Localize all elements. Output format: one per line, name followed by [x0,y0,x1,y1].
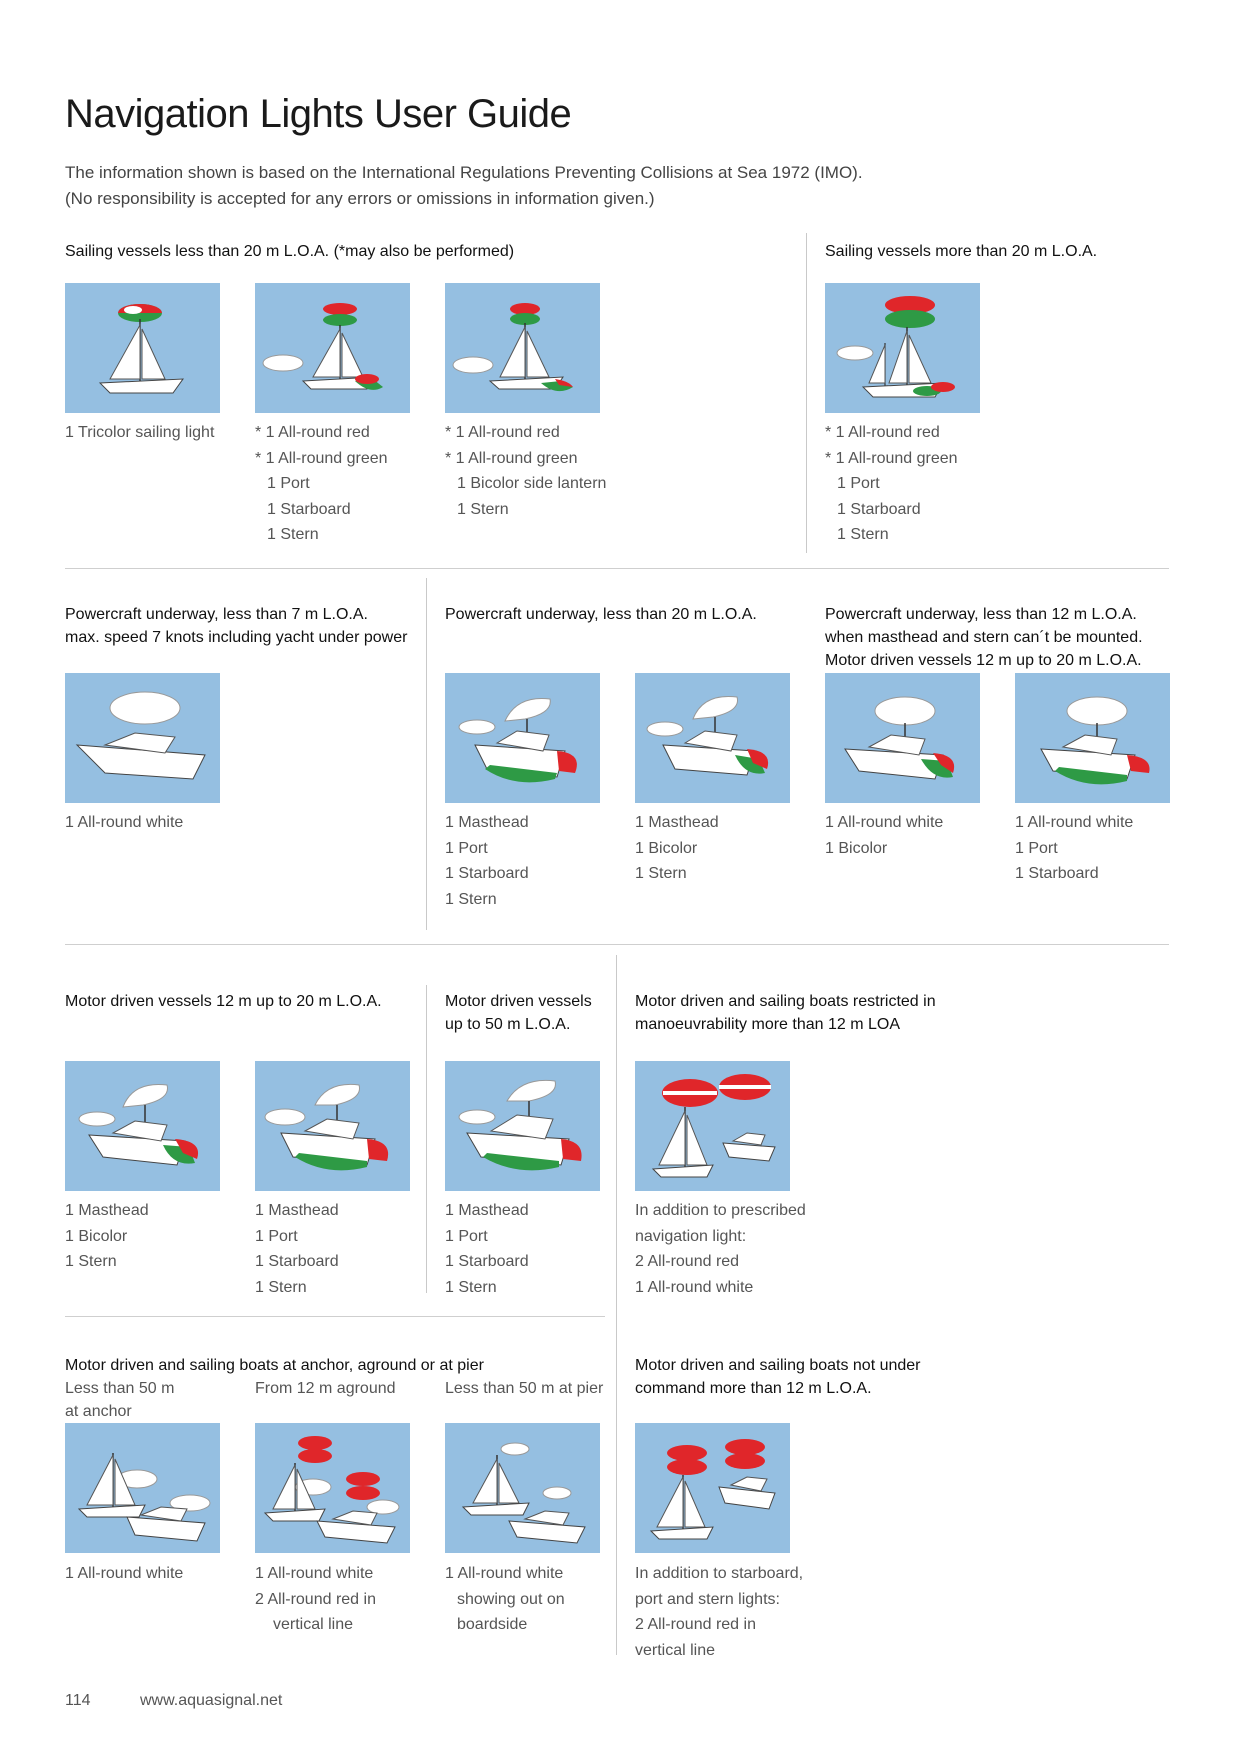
caption-line: 1 Port [267,475,310,492]
illustration-not-under-command [635,1423,790,1553]
illustration-aground [255,1423,410,1553]
section-sub-anchor-lt50 [65,1377,174,1423]
section-sub-aground: From 12 m aground [255,1380,396,1397]
divider-vertical-row1 [806,233,807,553]
illustration-sail-bicolor-lantern [445,283,600,413]
caption-line: In addition to starboard, [635,1565,804,1582]
section-heading-restricted [635,990,936,1036]
caption-line: 1 Stern [635,865,687,882]
heading-line: max. speed 7 knots including yacht under power [65,629,408,646]
caption-line: 1 Bicolor [635,839,698,857]
caption-line: vertical line [273,1616,354,1633]
caption-line: 1 Stern [445,890,497,908]
caption-line: 2 All-round red in [255,1590,376,1608]
caption-motor-12-20-b [255,1198,339,1300]
illustration-power-allround-bicolor [825,673,980,803]
caption-line: 1 Masthead [65,1202,149,1219]
caption-line: port and stern lights: [635,1590,780,1608]
caption-line: 1 Port [445,839,488,857]
caption-motor-50 [445,1198,529,1300]
heading-line: when masthead and stern can´t be mounted. [825,629,1143,646]
section-heading-sail-gt20: Sailing vessels more than 20 m L.O.A. [825,243,1098,260]
caption-line: 1 All-round white [65,814,184,831]
caption-pier [445,1561,565,1638]
illustration-power-lt7 [65,673,220,803]
caption-line: 1 Masthead [445,1202,529,1219]
caption-line: 1 All-round white [65,1565,184,1582]
section-heading-power-lt12 [825,603,1143,672]
page-number: 114 [65,1692,91,1709]
caption-anchor [65,1561,183,1587]
illustration-sail-allround-red-green [255,283,410,413]
caption-line: 1 Stern [445,1278,497,1296]
caption-sail-gt20 [825,420,958,548]
caption-line: 2 All-round red [635,1253,740,1270]
caption-sail-bicolor [445,420,606,522]
caption-line: boardside [457,1616,528,1633]
caption-line: 1 Bicolor side lantern [457,475,607,492]
caption-power-lt20-b [635,810,719,887]
section-heading-motor-12-20: Motor driven vessels 12 m up to 20 m L.O.A. [65,993,382,1010]
section-sub-pier: Less than 50 m at pier [445,1380,604,1397]
heading-line: command more than 12 m L.O.A. [635,1380,872,1397]
heading-line: Powercraft underway, less than 7 m L.O.A. [65,606,368,623]
section-heading-power-lt7 [65,603,407,649]
section-heading-not-under-command [635,1354,921,1400]
section-heading-power-lt20: Powercraft underway, less than 20 m L.O.A. [445,606,757,623]
heading-line: Motor driven and sailing boats restricted in [635,993,936,1010]
heading-line: manoeuvrability more than 12 m LOA [635,1016,901,1033]
caption-line: 1 Bicolor [65,1227,128,1245]
illustration-power-masthead-bicolor-stern [635,673,790,803]
caption-line: 1 Masthead [255,1202,339,1219]
caption-line: 1 Tricolor sailing light [65,424,215,441]
footer-url-link[interactable]: www.aquasignal.net [140,1692,283,1709]
caption-line: * 1 All-round green [255,449,388,467]
caption-line: 1 Port [1015,839,1058,857]
caption-line: 1 Starboard [267,500,351,518]
illustration-motor-masthead-bicolor-stern [65,1061,220,1191]
heading-line: Motor driven vessels 12 m up to 20 m L.O.A. [825,652,1142,669]
caption-line: 2 All-round red in [635,1616,756,1633]
caption-line: 1 Bicolor [825,839,888,857]
divider-horizontal-row2 [65,944,1169,945]
illustration-motor-50 [445,1061,600,1191]
caption-restricted [635,1198,806,1300]
caption-line: 1 Stern [267,526,319,543]
caption-line: 1 Masthead [445,814,529,831]
caption-line: 1 Stern [255,1278,307,1296]
illustration-tricolor-sailing [65,283,220,413]
divider-vertical-row3 [426,985,427,1293]
intro-line-1: The information shown is based on the International Regulations Preventing Collisions at Sea 1972 (IMO). [65,163,863,182]
caption-line: * 1 All-round green [825,449,958,467]
caption-sail-red-green [255,420,388,548]
illustration-sail-gt20 [825,283,980,413]
illustration-restricted-manoeuvrability [635,1061,790,1191]
caption-not-under-command [635,1561,803,1663]
sub-line: at anchor [65,1403,132,1420]
caption-line: 1 All-round white [1015,814,1134,831]
caption-line: 1 All-round white [635,1278,754,1296]
caption-power-lt20-a [445,810,529,912]
caption-line: 1 Masthead [635,814,719,831]
caption-line: * 1 All-round red [255,424,370,441]
caption-line: 1 Starboard [255,1253,339,1270]
divider-horizontal-row3 [65,1316,605,1317]
caption-line: 1 All-round white [825,814,944,831]
illustration-power-allround-port-starboard [1015,673,1170,803]
illustration-power-masthead-port-starboard-stern [445,673,600,803]
caption-line: 1 Port [445,1227,488,1245]
caption-line: * 1 All-round red [445,424,560,441]
caption-line: 1 Stern [457,500,509,518]
illustration-motor-masthead-port-starboard-stern [255,1061,410,1191]
caption-motor-12-20-a [65,1198,149,1275]
heading-line: Powercraft underway, less than 12 m L.O.A. [825,606,1137,623]
caption-line: 1 Starboard [1015,865,1099,882]
caption-aground [255,1561,376,1638]
caption-power-lt12-a [825,810,943,861]
caption-power-lt12-b [1015,810,1133,887]
divider-vertical-right [616,955,617,1655]
caption-line: 1 All-round white [445,1565,564,1582]
illustration-anchor-lt50 [65,1423,220,1553]
caption-line: 1 Port [255,1227,298,1245]
divider-horizontal-row1 [65,568,1169,569]
sub-line: Less than 50 m [65,1380,175,1397]
page-title: Navigation Lights User Guide [65,92,572,136]
caption-line: 1 All-round white [255,1565,374,1582]
section-heading-motor-50 [445,990,592,1036]
section-heading-sail-lt20: Sailing vessels less than 20 m L.O.A. (*may also be performed) [65,243,515,260]
caption-line: 1 Starboard [445,865,529,882]
caption-power-lt7 [65,810,183,836]
caption-line: showing out on [457,1590,565,1608]
caption-line: 1 Port [837,475,880,492]
caption-line: * 1 All-round green [445,449,578,467]
caption-line: 1 Starboard [837,500,921,518]
heading-line: Motor driven vessels [445,993,592,1010]
caption-line: 1 Starboard [445,1253,529,1270]
section-heading-anchor: Motor driven and sailing boats at anchor, aground or at pier [65,1357,484,1374]
illustration-pier [445,1423,600,1553]
caption-line: navigation light: [635,1227,747,1245]
intro-line-2: (No responsibility is accepted for any errors or omissions in information given.) [65,189,655,208]
caption-tricolor [65,420,214,446]
divider-vertical-row2 [426,578,427,930]
caption-line: vertical line [635,1641,716,1659]
caption-line: 1 Stern [65,1253,117,1270]
caption-line: * 1 All-round red [825,424,940,441]
caption-line: In addition to prescribed [635,1202,806,1219]
heading-line: Motor driven and sailing boats not under [635,1357,921,1374]
caption-line: 1 Stern [837,526,889,543]
heading-line: up to 50 m L.O.A. [445,1016,571,1033]
